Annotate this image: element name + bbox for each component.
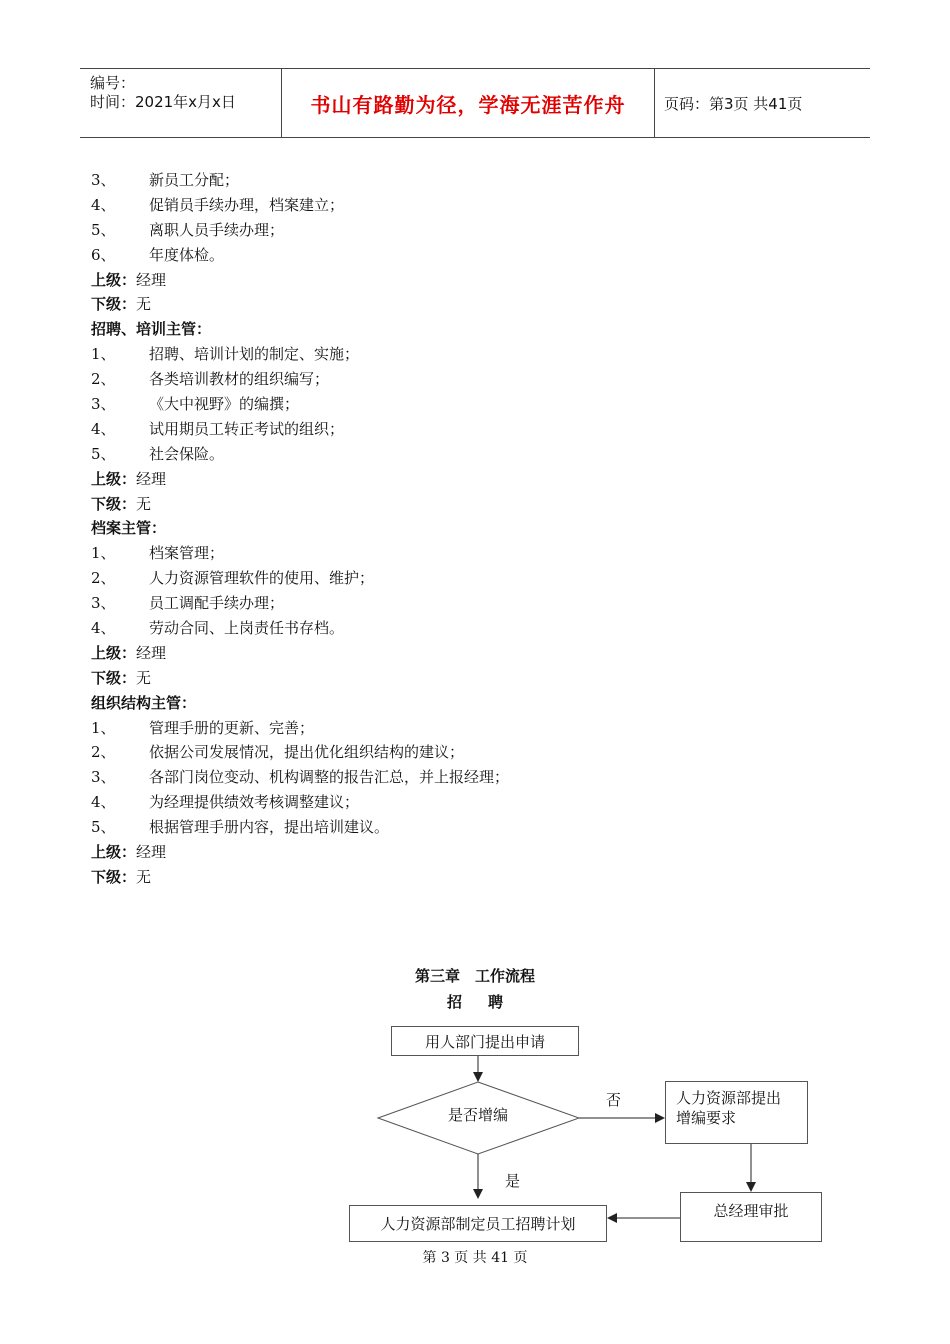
ceo-approve-box	[680, 1192, 822, 1242]
superior-label: 上级：	[91, 270, 137, 289]
item-text: 档案管理；	[149, 544, 225, 563]
superior-label: 上级：	[91, 643, 137, 662]
hr-request-line2: 增编要求	[676, 1109, 737, 1127]
item-number: 2、	[91, 370, 116, 389]
apply-box	[391, 1026, 579, 1056]
subordinate-label: 下级：	[91, 867, 137, 886]
section-title: 招聘、培训主管：	[91, 320, 212, 339]
item-number: 5、	[91, 220, 116, 239]
item-text: 人力资源管理软件的使用、维护；	[149, 569, 375, 588]
item-number: 6、	[91, 245, 116, 264]
subordinate-value: 无	[136, 867, 152, 886]
section-title: 组织结构主管：	[91, 693, 197, 712]
item-text: 新员工分配；	[149, 171, 240, 189]
subordinate-label: 下级：	[91, 668, 137, 687]
section-title: 档案主管：	[91, 519, 167, 538]
item-number: 3、	[91, 768, 116, 787]
item-text: 根据管理手册内容，提出培训建议。	[149, 818, 390, 837]
date-label: 时间：2021年x月x日	[90, 93, 236, 111]
superior-label: 上级：	[91, 469, 137, 488]
subordinate-value: 无	[136, 295, 152, 314]
item-number: 2、	[91, 569, 116, 588]
item-text: 社会保险。	[149, 444, 225, 463]
item-number: 1、	[91, 718, 116, 737]
item-number: 4、	[91, 195, 116, 214]
superior-value: 经理	[136, 843, 167, 862]
hr-request-line1: 人力资源部提出	[676, 1089, 782, 1107]
item-text: 年度体检。	[149, 245, 225, 264]
item-text: 离职人员手续办理；	[149, 220, 285, 239]
number-label: 编号：	[90, 74, 136, 92]
ceo-approve-text: 总经理审批	[713, 1202, 789, 1220]
item-number: 3、	[91, 395, 116, 414]
item-number: 1、	[91, 544, 116, 563]
hr-plan-box	[349, 1205, 607, 1242]
item-number: 1、	[91, 345, 116, 364]
item-text: 《大中视野》的编撰；	[149, 395, 300, 414]
item-number: 3、	[91, 171, 116, 189]
subordinate-value: 无	[136, 668, 152, 687]
item-number: 3、	[91, 594, 116, 613]
item-text: 依据公司发展情况，提出优化组织结构的建议；	[149, 743, 465, 762]
motto: 书山有路勤为径，学海无涯苦作舟	[310, 92, 626, 117]
chapter-title: 第三章 工作流程	[414, 967, 535, 985]
item-text: 各部门岗位变动、机构调整的报告汇总，并上报经理；	[149, 768, 510, 787]
chapter-subtitle: 招聘	[446, 993, 529, 1011]
subordinate-label: 下级：	[91, 295, 137, 314]
item-number: 4、	[91, 793, 116, 812]
item-text: 招聘、培训计划的制定、实施；	[149, 345, 360, 364]
apply-text: 用人部门提出申请	[424, 1032, 545, 1051]
yes-label: 是	[505, 1172, 521, 1190]
hr-request-box	[665, 1081, 808, 1144]
item-text: 促销员手续办理，档案建立；	[149, 195, 345, 214]
item-text: 各类培训教材的组织编写；	[149, 370, 330, 389]
hr-plan-text: 人力资源部制定员工招聘计划	[380, 1215, 576, 1233]
page-footer: 第 3 页 共 41 页	[422, 1250, 528, 1266]
subordinate-value: 无	[136, 494, 152, 513]
item-number: 5、	[91, 818, 116, 837]
superior-value: 经理	[136, 643, 167, 662]
item-text: 为经理提供绩效考核调整建议；	[149, 793, 360, 812]
item-text: 员工调配手续办理；	[149, 594, 285, 613]
item-text: 劳动合同、上岗责任书存档。	[149, 619, 345, 638]
item-number: 4、	[91, 619, 116, 638]
item-number: 4、	[91, 419, 116, 438]
subordinate-label: 下级：	[91, 494, 137, 513]
superior-value: 经理	[136, 270, 167, 289]
no-label: 否	[606, 1091, 622, 1109]
item-number: 2、	[91, 743, 116, 762]
page-code: 页码：第3页 共41页	[664, 94, 803, 113]
item-text: 试用期员工转正考试的组织；	[149, 419, 345, 438]
superior-value: 经理	[136, 469, 167, 488]
item-text: 管理手册的更新、完善；	[149, 718, 315, 737]
item-number: 5、	[91, 444, 116, 463]
decision-text: 是否增编	[447, 1106, 508, 1124]
superior-label: 上级：	[91, 843, 137, 862]
